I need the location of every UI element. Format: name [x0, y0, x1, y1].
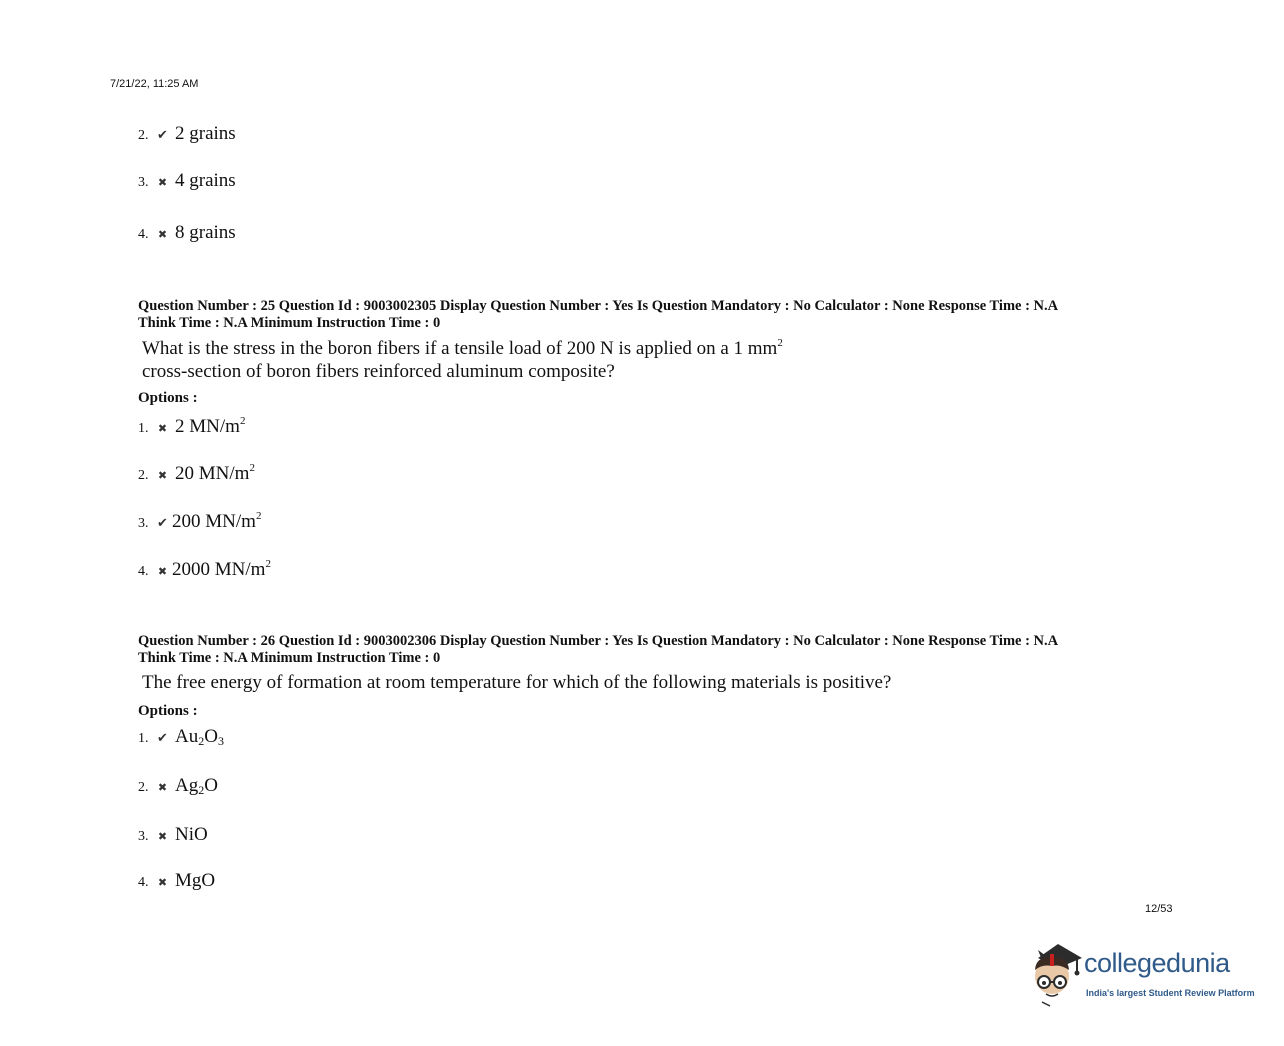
option-number: 4. — [138, 227, 149, 242]
cross-icon: ✖ — [157, 177, 168, 189]
cross-icon: ✖ — [157, 566, 168, 578]
option-text: NiO — [175, 824, 208, 845]
question-26-text: The free energy of formation at room temperature for which of the following materials is positive? — [142, 672, 892, 693]
option-number: 1. — [138, 421, 149, 436]
superscript: 2 — [255, 510, 262, 522]
option-text: 20 MN/m — [175, 463, 250, 484]
question-26-meta — [138, 633, 1058, 667]
option-text: 2 grains — [175, 123, 236, 144]
option-row — [138, 726, 224, 752]
meta-line-2: Think Time : N.A Minimum Instruction Time : 0 — [138, 650, 441, 666]
option-text: 2000 MN/m — [172, 559, 266, 580]
option-row — [138, 870, 215, 896]
cross-icon: ✖ — [157, 877, 168, 889]
option-number: 2. — [138, 468, 149, 483]
question-25-text — [142, 337, 783, 383]
check-icon: ✔ — [157, 730, 168, 745]
formula-part: Au — [175, 726, 199, 747]
option-row — [138, 463, 255, 489]
subscript: 3 — [217, 734, 224, 748]
question-text-line-2: cross-section of boron fibers reinforced aluminum composite? — [142, 361, 615, 382]
cross-icon: ✖ — [157, 229, 168, 241]
option-number: 2. — [138, 780, 149, 795]
cross-icon: ✖ — [157, 423, 168, 435]
check-icon: ✔ — [157, 127, 168, 142]
option-number: 3. — [138, 175, 149, 190]
page-number: 12/53 — [1145, 903, 1173, 915]
collegedunia-logo[interactable] — [1024, 940, 1264, 1008]
superscript: 2 — [777, 337, 783, 349]
cross-icon: ✖ — [157, 470, 168, 482]
option-number: 4. — [138, 875, 149, 890]
logo-tagline: India's largest Student Review Platform — [1086, 988, 1255, 998]
option-text: 8 grains — [175, 222, 236, 243]
formula-part: O — [204, 775, 218, 796]
option-row — [138, 416, 245, 442]
option-row — [138, 824, 208, 850]
mascot-icon — [1024, 940, 1086, 1008]
cross-icon: ✖ — [157, 831, 168, 843]
option-text: 200 MN/m — [172, 511, 256, 532]
option-number: 1. — [138, 731, 149, 746]
option-text: 2 MN/m — [175, 416, 240, 437]
meta-line-1: Question Number : 26 Question Id : 9003002306 Display Question Number : Yes Is Question Mandatory : No Calculator : None Response Time : N.A — [138, 633, 1059, 649]
question-25-meta — [138, 298, 1058, 332]
subscript: 2 — [198, 783, 205, 797]
option-number: 3. — [138, 516, 149, 531]
option-number: 2. — [138, 128, 149, 143]
option-row — [138, 222, 236, 248]
option-row — [138, 775, 218, 801]
option-row — [138, 123, 236, 149]
question-text-line-1: What is the stress in the boron fibers if a tensile load of 200 N is applied on a 1 mm — [142, 338, 778, 359]
option-text: MgO — [175, 870, 216, 891]
meta-line-1: Question Number : 25 Question Id : 9003002305 Display Question Number : Yes Is Question Mandatory : No Calculator : None Response Time : N.A — [138, 298, 1059, 314]
subscript: 2 — [198, 734, 205, 748]
options-label: Options : — [138, 390, 198, 406]
formula-part: Ag — [175, 775, 199, 796]
option-row — [138, 170, 236, 196]
print-timestamp: 7/21/22, 11:25 AM — [110, 78, 199, 90]
option-number: 4. — [138, 564, 149, 579]
cross-icon: ✖ — [157, 782, 168, 794]
superscript: 2 — [249, 462, 255, 474]
option-text: 4 grains — [175, 170, 236, 191]
check-icon: ✔ — [157, 515, 168, 530]
formula-part: O — [204, 726, 218, 747]
option-row — [138, 511, 261, 537]
superscript: 2 — [265, 558, 271, 570]
options-label: Options : — [138, 703, 198, 719]
option-number: 3. — [138, 829, 149, 844]
superscript: 2 — [239, 415, 246, 427]
meta-line-2: Think Time : N.A Minimum Instruction Time : 0 — [138, 315, 441, 331]
logo-wordmark: collegedunia — [1084, 948, 1230, 978]
option-row — [138, 559, 271, 585]
